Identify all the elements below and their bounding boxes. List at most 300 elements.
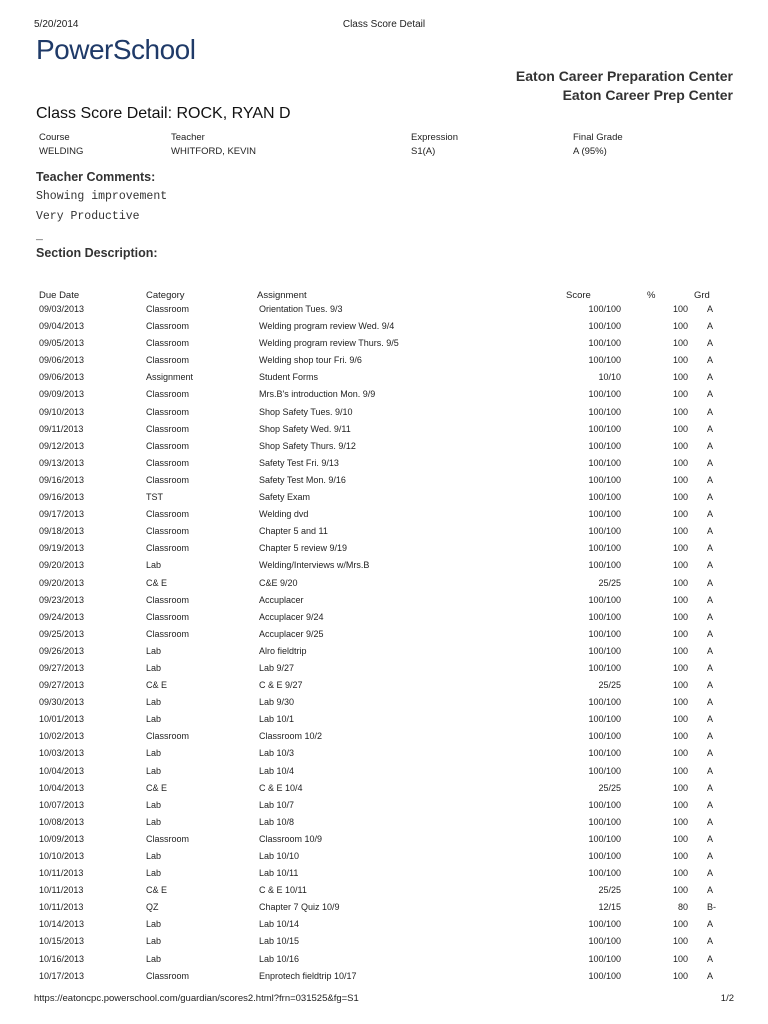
due-date-cell: 10/11/2013 [39,885,84,896]
score-cell: 12/15 [598,902,621,913]
due-date-cell: 09/11/2013 [39,423,84,434]
grade-cell: A [707,338,714,349]
percent-cell: 100 [672,645,688,656]
category-cell: Lab [146,714,162,725]
score-cell: 100/100 [588,543,621,554]
category-cell: Classroom [146,423,190,434]
table-row [0,370,768,387]
assignment-cell[interactable]: Welding program review Thurs. 9/5 [259,338,399,349]
category-cell: QZ [146,902,159,913]
category-cell: Classroom [146,474,190,485]
due-date-cell: 10/17/2013 [39,970,85,981]
assignment-cell[interactable]: C&E 9/20 [259,577,298,588]
assignment-cell[interactable]: Lab 9/27 [259,662,295,673]
percent-cell: 100 [672,577,688,588]
table-row [0,934,768,951]
score-cell: 100/100 [588,731,621,742]
school-name-2: Eaton Career Prep Center [562,87,733,103]
due-date-cell: 10/15/2013 [39,936,85,947]
category-cell: Classroom [146,731,190,742]
table-row [0,952,768,969]
assignment-cell[interactable]: Alro fieldtrip [259,645,307,656]
percent-cell: 100 [672,457,688,468]
percent-cell: 100 [672,423,688,434]
due-date-cell: 10/11/2013 [39,868,84,879]
table-row [0,524,768,541]
score-cell: 100/100 [588,816,621,827]
score-cell: 100/100 [588,560,621,571]
grade-cell: B- [707,902,716,913]
category-cell: Classroom [146,355,190,366]
percent-cell: 100 [672,474,688,485]
grade-cell: A [707,868,714,879]
due-date-cell: 09/17/2013 [39,509,85,520]
percent-cell: 100 [672,406,688,417]
table-row [0,661,768,678]
grade-cell: A [707,731,714,742]
score-cell: 100/100 [588,936,621,947]
assignment-cell[interactable]: C & E 10/11 [259,885,307,896]
percent-cell: 100 [672,543,688,554]
assignment-cell[interactable]: Lab 10/14 [259,919,300,930]
teacher-value: WHITFORD, KEVIN [171,146,256,157]
grade-cell: A [707,423,714,434]
category-cell: Lab [146,919,162,930]
page-number: 1/2 [720,993,734,1004]
table-row [0,507,768,524]
assignment-cell[interactable]: Chapter 5 review 9/19 [259,543,348,554]
category-cell: Lab [146,748,162,759]
category-cell: C& E [146,680,168,691]
table-row [0,849,768,866]
category-cell: Lab [146,868,162,879]
col-header-grade: Grd [694,290,710,301]
grade-cell: A [707,885,714,896]
percent-cell: 100 [672,731,688,742]
table-row [0,439,768,456]
score-cell: 25/25 [598,885,621,896]
due-date-cell: 09/03/2013 [39,304,85,314]
print-title: Class Score Detail [342,19,426,30]
due-date-cell: 09/20/2013 [39,560,85,571]
due-date-cell: 09/20/2013 [39,577,85,588]
percent-cell: 100 [672,389,688,400]
percent-cell: 100 [672,680,688,691]
score-cell: 100/100 [588,594,621,605]
grade-cell: A [707,748,714,759]
assignment-cell[interactable]: Safety Test Mon. 9/16 [259,474,346,485]
category-cell: Classroom [146,406,190,417]
due-date-cell: 09/27/2013 [39,662,85,673]
final-grade-value: A (95%) [573,146,607,157]
expression-label: Expression [411,132,458,143]
category-cell: Classroom [146,338,190,349]
percent-cell: 100 [672,833,688,844]
grade-cell: A [707,833,714,844]
assignment-cell[interactable]: Accuplacer 9/24 [259,611,324,622]
percent-cell: 100 [672,611,688,622]
assignment-cell[interactable]: C & E 10/4 [259,782,303,793]
due-date-cell: 09/10/2013 [39,406,85,417]
table-row [0,541,768,558]
table-row [0,319,768,336]
score-cell: 100/100 [588,526,621,537]
assignment-cell[interactable]: Lab 10/10 [259,851,300,861]
print-date: 5/20/2014 [34,19,79,30]
grade-cell: A [707,782,714,793]
assignment-cell[interactable]: Safety Test Fri. 9/13 [259,457,339,468]
score-cell: 100/100 [588,304,621,314]
grade-cell: A [707,560,714,571]
grade-cell: A [707,457,714,468]
category-cell: Classroom [146,457,190,468]
due-date-cell: 09/12/2013 [39,440,85,451]
table-row [0,302,768,319]
category-cell: Lab [146,697,162,708]
category-cell: C& E [146,885,168,896]
percent-cell: 100 [672,919,688,930]
score-cell: 100/100 [588,628,621,639]
score-cell: 100/100 [588,833,621,844]
table-row [0,456,768,473]
grade-cell: A [707,594,714,605]
percent-cell: 100 [672,526,688,537]
due-date-cell: 10/08/2013 [39,816,85,827]
assignment-cell[interactable]: Lab 10/15 [259,936,300,947]
grade-cell: A [707,389,714,400]
category-cell: Classroom [146,594,190,605]
teacher-comments-heading: Teacher Comments: [36,170,156,184]
percent-cell: 100 [672,440,688,451]
assignment-cell[interactable]: Lab 10/3 [259,748,295,759]
score-cell: 100/100 [588,509,621,520]
scores-table [0,302,768,986]
assignment-cell[interactable]: Shop Safety Tues. 9/10 [259,406,353,417]
score-cell: 25/25 [598,680,621,691]
category-cell: Classroom [146,970,190,981]
score-cell: 100/100 [588,714,621,725]
assignment-cell[interactable]: Accuplacer 9/25 [259,628,324,639]
due-date-cell: 09/26/2013 [39,645,85,656]
score-cell: 100/100 [588,765,621,776]
score-cell: 100/100 [588,868,621,879]
percent-cell: 100 [672,338,688,349]
percent-cell: 100 [672,799,688,810]
due-date-cell: 09/23/2013 [39,594,85,605]
due-date-cell: 09/19/2013 [39,543,85,554]
school-name-1: Eaton Career Preparation Center [515,68,733,84]
assignment-cell[interactable]: Lab 10/11 [259,868,299,879]
due-date-cell: 09/06/2013 [39,372,85,383]
percent-cell: 100 [672,851,688,861]
table-row [0,695,768,712]
assignment-cell[interactable]: Lab 10/8 [259,816,295,827]
category-cell: Lab [146,816,162,827]
col-header-score: Score [566,290,591,301]
footer-url: https://eatoncpc.powerschool.com/guardian/scores2.html?frn=031525&fg=S1 [34,993,359,1004]
percent-cell: 100 [672,492,688,503]
percent-cell: 100 [672,748,688,759]
assignment-cell[interactable]: Student Forms [259,372,319,383]
category-cell: Lab [146,645,162,656]
grade-cell: A [707,474,714,485]
assignment-cell[interactable]: Welding shop tour Fri. 9/6 [259,355,362,366]
percent-cell: 100 [672,304,688,314]
score-cell: 10/10 [598,372,621,383]
grade-cell: A [707,492,714,503]
score-cell: 100/100 [588,748,621,759]
table-row [0,473,768,490]
assignment-cell[interactable]: Welding/Interviews w/Mrs.B [259,560,370,571]
due-date-cell: 09/18/2013 [39,526,85,537]
table-row [0,866,768,883]
score-cell: 100/100 [588,611,621,622]
category-cell: Classroom [146,543,190,554]
assignment-cell[interactable]: Accuplacer [259,594,304,605]
table-row [0,610,768,627]
percent-cell: 100 [672,885,688,896]
table-row [0,405,768,422]
col-header-due-date: Due Date [39,290,80,301]
table-row [0,832,768,849]
percent-cell: 100 [672,765,688,776]
assignment-cell[interactable]: Classroom 10/2 [259,731,323,742]
teacher-comment-2: Very Productive [36,210,140,223]
score-cell: 100/100 [588,406,621,417]
grade-cell: A [707,970,714,981]
table-row [0,387,768,404]
score-cell: 100/100 [588,338,621,349]
category-cell: Lab [146,953,162,964]
category-cell: Classroom [146,321,190,332]
section-description-heading: Section Description: [36,246,158,260]
score-cell: 100/100 [588,799,621,810]
category-cell: Lab [146,799,162,810]
due-date-cell: 09/13/2013 [39,457,85,468]
assignment-cell[interactable]: Welding dvd [259,509,309,520]
assignment-cell[interactable]: Lab 10/7 [259,799,295,810]
assignment-cell[interactable]: Shop Safety Wed. 9/11 [259,423,351,434]
percent-cell: 100 [672,628,688,639]
table-row [0,917,768,934]
assignment-cell[interactable]: C & E 9/27 [259,680,303,691]
percent-cell: 100 [672,714,688,725]
score-cell: 100/100 [588,645,621,656]
assignment-cell[interactable]: Shop Safety Thurs. 9/12 [259,440,356,451]
table-row [0,798,768,815]
assignment-cell[interactable]: Lab 9/30 [259,697,295,708]
grade-cell: A [707,953,714,964]
assignment-cell[interactable]: Welding program review Wed. 9/4 [259,321,395,332]
assignment-cell[interactable]: Mrs.B's introduction Mon. 9/9 [259,389,376,400]
assignment-cell[interactable]: Chapter 5 and 11 [259,526,328,537]
category-cell: Classroom [146,509,190,520]
assignment-cell[interactable]: Lab 10/1 [259,714,295,725]
col-header-assignment: Assignment [257,290,307,301]
grade-cell: A [707,526,714,537]
table-row [0,593,768,610]
due-date-cell: 10/04/2013 [39,765,85,776]
table-row [0,781,768,798]
assignment-cell[interactable]: Chapter 7 Quiz 10/9 [259,902,340,913]
score-cell: 100/100 [588,662,621,673]
category-cell: Assignment [146,372,194,383]
expression-value: S1(A) [411,146,436,157]
table-row [0,900,768,917]
category-cell: Lab [146,662,162,673]
percent-cell: 100 [672,936,688,947]
comment-trailing-mark: _ [36,230,43,243]
table-row [0,627,768,644]
grade-cell: A [707,611,714,622]
grade-cell: A [707,680,714,691]
category-cell: Classroom [146,611,190,622]
assignment-cell[interactable]: Enprotech fieldtrip 10/17 [259,970,357,981]
score-cell: 100/100 [588,851,621,861]
grade-cell: A [707,816,714,827]
due-date-cell: 10/04/2013 [39,782,85,793]
due-date-cell: 09/16/2013 [39,474,85,485]
final-grade-label: Final Grade [573,132,623,143]
due-date-cell: 10/07/2013 [39,799,85,810]
table-row [0,490,768,507]
percent-cell: 100 [672,970,688,981]
due-date-cell: 09/16/2013 [39,492,85,503]
teacher-comment-1: Showing improvement [36,190,168,203]
col-header-category: Category [146,290,185,301]
due-date-cell: 09/05/2013 [39,338,85,349]
grade-cell: A [707,321,714,332]
table-row [0,644,768,661]
due-date-cell: 09/25/2013 [39,628,85,639]
grade-cell: A [707,628,714,639]
score-cell: 100/100 [588,389,621,400]
grade-cell: A [707,509,714,520]
category-cell: Classroom [146,833,190,844]
grade-cell: A [707,406,714,417]
score-cell: 100/100 [588,474,621,485]
score-cell: 25/25 [598,577,621,588]
table-row [0,815,768,832]
category-cell: Classroom [146,304,190,314]
percent-cell: 100 [672,509,688,520]
category-cell: Classroom [146,389,190,400]
grade-cell: A [707,799,714,810]
table-row [0,576,768,593]
grade-cell: A [707,440,714,451]
grade-cell: A [707,851,714,861]
category-cell: TST [146,492,163,503]
assignment-cell[interactable]: Safety Exam [259,492,311,503]
page-title: Class Score Detail: ROCK, RYAN D [36,105,291,122]
table-row [0,764,768,781]
percent-cell: 100 [672,662,688,673]
category-cell: Lab [146,936,162,947]
score-cell: 100/100 [588,321,621,332]
table-row [0,678,768,695]
table-row [0,729,768,746]
percent-cell: 100 [672,355,688,366]
due-date-cell: 10/10/2013 [39,851,85,861]
percent-cell: 100 [672,594,688,605]
due-date-cell: 09/24/2013 [39,611,85,622]
due-date-cell: 09/06/2013 [39,355,85,366]
grade-cell: A [707,714,714,725]
grade-cell: A [707,645,714,656]
category-cell: Classroom [146,628,190,639]
percent-cell: 80 [677,902,688,913]
due-date-cell: 10/14/2013 [39,919,85,930]
score-cell: 100/100 [588,953,621,964]
category-cell: Classroom [146,526,190,537]
table-row [0,422,768,439]
grade-cell: A [707,372,714,383]
due-date-cell: 10/09/2013 [39,833,85,844]
table-row [0,712,768,729]
score-cell: 100/100 [588,440,621,451]
assignment-cell[interactable]: Classroom 10/9 [259,833,323,844]
table-row [0,336,768,353]
col-header-percent: % [647,290,656,301]
course-value: WELDING [39,146,84,157]
due-date-cell: 10/03/2013 [39,748,85,759]
grade-cell: A [707,662,714,673]
score-cell: 100/100 [588,355,621,366]
grade-cell: A [707,543,714,554]
grade-cell: A [707,919,714,930]
table-row [0,883,768,900]
percent-cell: 100 [672,321,688,332]
grade-cell: A [707,577,714,588]
course-label: Course [39,132,70,143]
table-row [0,558,768,575]
assignment-cell[interactable]: Lab 10/16 [259,953,300,964]
assignment-cell[interactable]: Lab 10/4 [259,765,295,776]
grade-cell: A [707,355,714,366]
table-row [0,969,768,986]
score-cell: 100/100 [588,919,621,930]
due-date-cell: 10/02/2013 [39,731,85,742]
percent-cell: 100 [672,782,688,793]
category-cell: Lab [146,560,162,571]
percent-cell: 100 [672,372,688,383]
grade-cell: A [707,765,714,776]
category-cell: C& E [146,782,168,793]
percent-cell: 100 [672,953,688,964]
table-row [0,353,768,370]
powerschool-logo: PowerSchool [36,34,196,65]
percent-cell: 100 [672,868,688,879]
category-cell: C& E [146,577,168,588]
due-date-cell: 10/11/2013 [39,902,84,913]
category-cell: Classroom [146,440,190,451]
category-cell: Lab [146,851,162,861]
due-date-cell: 10/16/2013 [39,953,85,964]
category-cell: Lab [146,765,162,776]
score-cell: 100/100 [588,423,621,434]
due-date-cell: 09/30/2013 [39,697,85,708]
score-cell: 100/100 [588,970,621,981]
grade-cell: A [707,697,714,708]
teacher-label: Teacher [171,132,205,143]
table-row [0,746,768,763]
assignment-cell[interactable]: Orientation Tues. 9/3 [259,304,343,314]
score-cell: 100/100 [588,457,621,468]
due-date-cell: 10/01/2013 [39,714,85,725]
due-date-cell: 09/27/2013 [39,680,85,691]
percent-cell: 100 [672,560,688,571]
grade-cell: A [707,304,714,314]
